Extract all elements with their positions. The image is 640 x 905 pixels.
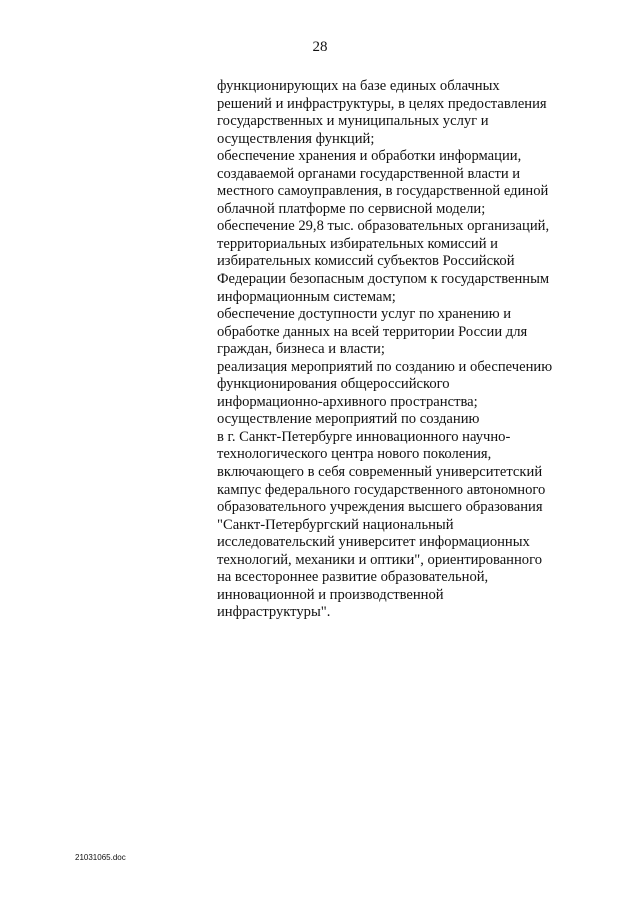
- text-line: облачной платформе по сервисной модели;: [217, 200, 486, 217]
- text-line: решений и инфраструктуры, в целях предоставления: [217, 95, 547, 112]
- text-line: кампус федерального государственного автономного: [217, 481, 546, 498]
- body-text: [217, 78, 597, 622]
- text-line: включающего в себя современный университетский: [217, 464, 543, 481]
- text-line: обработке данных на всей территории России для: [217, 323, 528, 340]
- text-line: информационным системам;: [217, 288, 396, 305]
- text-line: обеспечение доступности услуг по хранению и: [217, 306, 512, 323]
- text-line: инновационной и производственной: [217, 586, 444, 603]
- text-line: граждан, бизнеса и власти;: [217, 341, 385, 358]
- text-line: реализация мероприятий по созданию и обеспечению: [217, 358, 553, 375]
- text-line: "Санкт-Петербургский национальный: [217, 516, 454, 533]
- text-line: технологий, механики и оптики", ориентированного: [217, 551, 543, 568]
- text-line: технологического центра нового поколения,: [217, 446, 492, 463]
- text-line: создаваемой органами государственной власти и: [217, 165, 521, 182]
- text-line: в г. Санкт-Петербурге инновационного научно-: [217, 428, 511, 445]
- text-line: обеспечение хранения и обработки информации,: [217, 148, 522, 165]
- text-line: функционирования общероссийского: [217, 376, 450, 393]
- text-line: обеспечение 29,8 тыс. образовательных организаций,: [217, 218, 550, 235]
- page-number: 28: [312, 39, 328, 55]
- text-line: информационно-архивного пространства;: [217, 393, 478, 410]
- text-line: местного самоуправления, в государственной единой: [217, 183, 549, 200]
- text-line: образовательного учреждения высшего образования: [217, 499, 543, 516]
- text-line: Федерации безопасным доступом к государственным: [217, 271, 550, 288]
- text-line: инфраструктуры".: [217, 604, 331, 621]
- text-line: осуществления функций;: [217, 130, 375, 147]
- footer-file-name: 21031065.doc: [75, 853, 126, 862]
- text-line: осуществление мероприятий по созданию: [217, 411, 480, 428]
- text-line: исследовательский университет информационных: [217, 534, 530, 551]
- text-line: территориальных избирательных комиссий и: [217, 235, 498, 252]
- text-line: избирательных комиссий субъектов Российской: [217, 253, 515, 270]
- text-line: государственных и муниципальных услуг и: [217, 113, 489, 130]
- text-line: функционирующих на базе единых облачных: [217, 78, 500, 94]
- text-line: на всестороннее развитие образовательной,: [217, 569, 489, 586]
